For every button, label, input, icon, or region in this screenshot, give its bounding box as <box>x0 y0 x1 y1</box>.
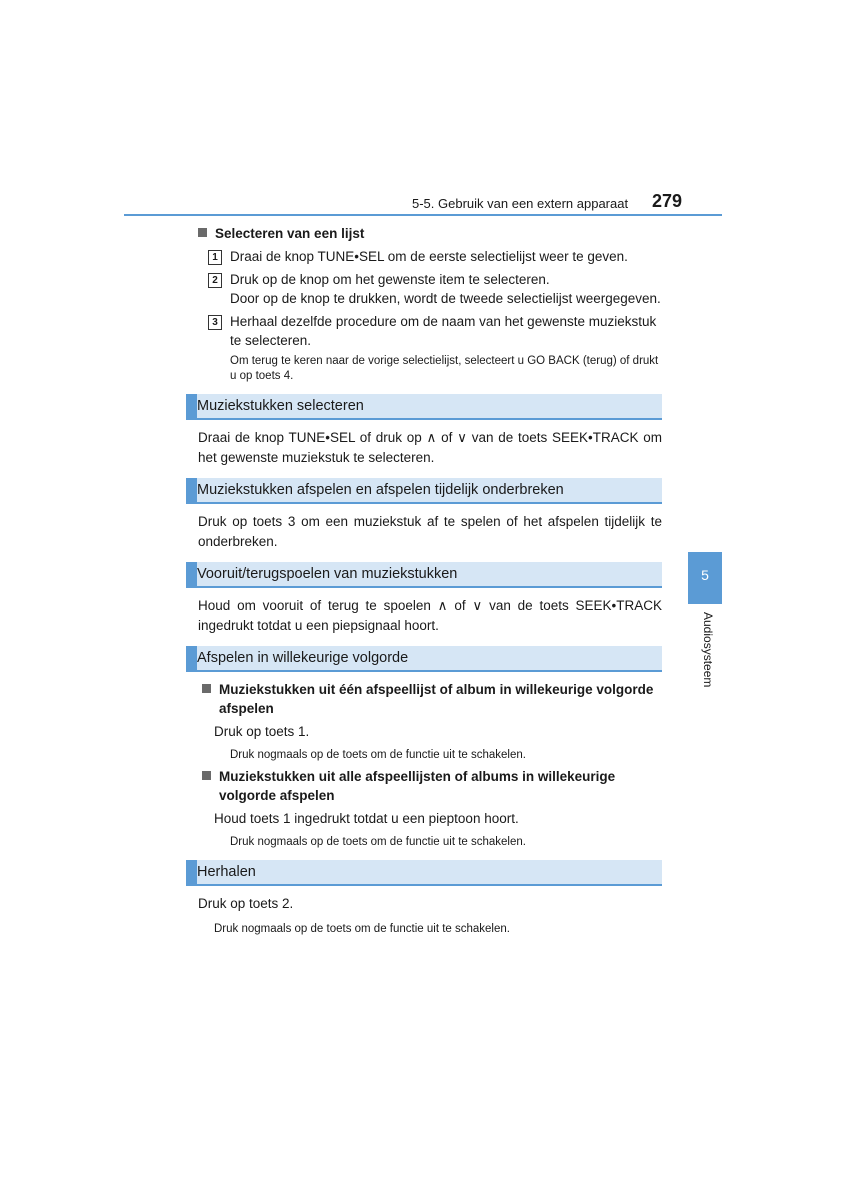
section-header: 5-5. Gebruik van een extern apparaat <box>412 196 629 211</box>
step-text: Druk op de knop om het gewenste item te selecteren. <box>230 272 550 287</box>
section-body: Draai de knop TUNE•SEL of druk op ∧ of ∨ van de toets SEEK•TRACK om het gewenste muziekstuk te selecteren. <box>198 430 662 465</box>
step-item: 1 Draai de knop TUNE•SEL om de eerste selectielijst weer te geven. <box>208 247 662 266</box>
chapter-label: Audiosysteem <box>701 612 715 688</box>
step-number: 3 <box>208 315 222 330</box>
section-title: Vooruit/terugspoelen van muziekstukken <box>186 562 662 588</box>
section-title: Afspelen in willekeurige volgorde <box>186 646 662 672</box>
shuffle-sub-heading: Muziekstukken uit alle afspeellijsten of albums in willekeurige volgorde afspelen <box>200 767 662 805</box>
instruction-text: Druk op toets 1. <box>214 724 310 739</box>
step-number: 2 <box>208 273 222 288</box>
section-title: Herhalen <box>186 860 662 886</box>
step-text: Door op de knop te drukken, wordt de tweede selectielijst weergegeven. <box>230 291 661 306</box>
section-title: Muziekstukken selecteren <box>186 394 662 420</box>
shuffle-sub-heading: Muziekstukken uit één afspeellijst of album in willekeurige volgorde afspelen <box>200 680 662 718</box>
square-bullet-icon <box>198 228 207 237</box>
note-text: Druk nogmaals op de toets om de functie uit te schakelen. <box>230 749 526 761</box>
instruction-text: Houd toets 1 ingedrukt totdat u een pieptoon hoort. <box>214 811 519 826</box>
section-body: Houd om vooruit of terug te spoelen ∧ of ∨ van de toets SEEK•TRACK ingedrukt totdat u een piepsignaal hoort. <box>198 598 662 633</box>
page-content <box>186 224 662 941</box>
page-number: 279 <box>652 191 683 211</box>
step-item: 3 Herhaal dezelfde procedure om de naam van het gewenste muziekstuk te selecteren. <box>208 312 662 350</box>
note-text: Druk nogmaals op de toets om de functie uit te schakelen. <box>230 836 526 848</box>
square-bullet-icon <box>202 684 211 693</box>
section-body: Druk op toets 3 om een muziekstuk af te spelen of het afspelen tijdelijk te onderbreken. <box>198 514 662 549</box>
note-text: Druk nogmaals op de toets om de functie uit te schakelen. <box>214 923 510 935</box>
select-list-heading: Selecteren van een lijst <box>196 224 662 243</box>
chapter-tab: 5 <box>688 552 722 604</box>
section-title: Muziekstukken afspelen en afspelen tijdelijk onderbreken <box>186 478 662 504</box>
step-item <box>208 270 662 308</box>
step-number: 1 <box>208 250 222 265</box>
header-rule <box>124 214 722 216</box>
note-text: Om terug te keren naar de vorige selectielijst, selecteert u GO BACK (terug) of drukt u op toets 4. <box>230 355 659 382</box>
square-bullet-icon <box>202 771 211 780</box>
section-body: Druk op toets 2. <box>198 896 294 911</box>
